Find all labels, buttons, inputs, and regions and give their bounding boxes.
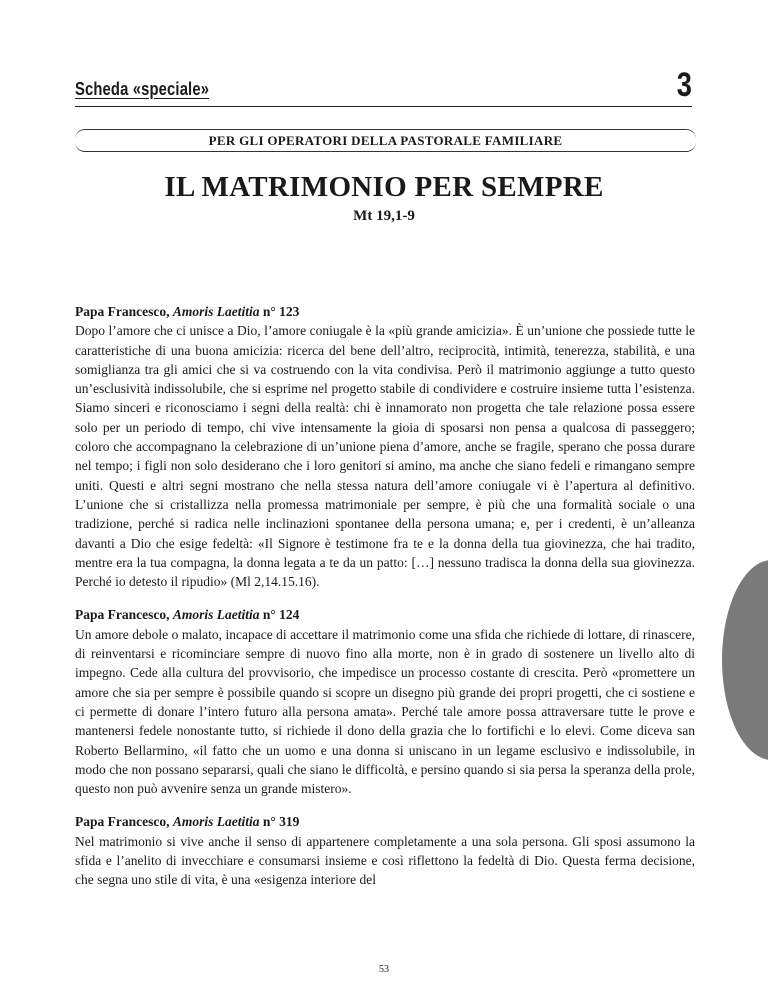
page-title: IL MATRIMONIO PER SEMPRE xyxy=(164,171,604,203)
quote-section xyxy=(75,302,695,591)
source-author: Papa Francesco, xyxy=(75,607,170,623)
source-work: Amoris Laetitia xyxy=(172,304,260,319)
source-number: n° 319 xyxy=(262,814,300,830)
quote-text: Un amore debole o malato, incapace di accettare il matrimonio come una sfida che richiede di lottare, di rinascere, di reinventarsi e ricominciare sempre di nuovo fino alla morte, non è in grado di sostenere un livello alto di impegno. Cede alla cultura del provvisorio, che impedisce un processo costante di crescita. Però «promettere un amore che sia per sempre è possibile quando si scopre un disegno più grande dei propri progetti, che ci sostiene e ci permette di donare l’intero futuro alla persona amata». Perché tale amore possa attraversare tutte le prove e mantenersi fedele nonostante tutto, si richiede il dono della grazia che lo fortifichi e lo elevi. Come diceva san Roberto Bellarmino, «il fatto che un uomo e una donna si uniscano in un legame esclusivo e indissolubile, in modo che non possano separarsi, quali che siano le difficoltà, e persino quando si sia persa la speranza della prole, questo non può avvenire senza un grande mistero». xyxy=(75,626,695,797)
audience-banner: PER GLI OPERATORI DELLA PASTORALE FAMILIARE xyxy=(75,129,696,152)
quote-source xyxy=(75,302,695,321)
main-content xyxy=(75,302,695,904)
thumb-index-tab xyxy=(722,560,768,760)
header-divider xyxy=(75,106,692,107)
scripture-reference: Mt 19,1-9 xyxy=(353,208,415,224)
page-number: 53 xyxy=(379,964,389,975)
source-work: Amoris Laetitia xyxy=(172,814,260,830)
quote-source xyxy=(75,605,695,624)
header-label: Scheda «speciale» xyxy=(75,79,210,99)
source-author: Papa Francesco, xyxy=(75,304,170,319)
source-number: n° 124 xyxy=(262,607,300,623)
quote-section xyxy=(75,812,695,889)
chapter-number: 3 xyxy=(676,66,692,104)
quote-text: Dopo l’amore che ci unisce a Dio, l’amore coniugale è la «più grande amicizia». È un’unione che possiede tutte le caratteristiche di una buona amicizia: ricerca del bene dell’altro, reciprocità, intimità, tenerezza, stabilità, e una somiglianza tra gli amici che si va costruendo con la vita condivisa. Però il matrimonio aggiunge a tutto questo un’esclusività indissolubile, che si esprime nel progetto stabile di condividere e costruire insieme tutta l’esistenza. Siamo sinceri e riconosciamo i segni della realtà: chi è innamorato non progetta che tale relazione possa essere solo per un periodo di tempo, chi vive intensamente la gioia di sposarsi non pensa a qualcosa di passeggero; coloro che accompagnano la celebrazione di un’unione piena d’amore, anche se fragile, sperano che possa durare nel tempo; i figli non solo desiderano che i loro genitori si amino, ma anche che siano fedeli e rimangano sempre uniti. Questi e altri segni mostrano che nella stessa natura dell’amore coniugale vi è l’apertura al definitivo. L’unione che si cristallizza nella promessa matrimoniale per sempre, è più che una formalità sociale o una tradizione, perché si radica nelle inclinazioni spontanee della persona umana; e, per i credenti, è un’alleanza davanti a Dio che esige fedeltà: «Il Signore è testimone fra te e la donna della tua giovinezza, che hai tradito, mentre era la tua compagna, la donna legata a te da un patto: […] nessuno tradisca la donna della sua giovinezza. Perché io detesto il ripudio» (Ml 2,14.15.16). xyxy=(75,323,695,590)
quote-section xyxy=(75,605,695,798)
quote-source xyxy=(75,812,695,831)
quote-text: Nel matrimonio si vive anche il senso di appartenere completamente a una sola persona. Gli sposi assumono la sfida e l’anelito di invecchiare e consumarsi insieme e così riflettono la fedeltà di Dio. Questa ferma decisione, che segna uno stile di vita, è una «esigenza interiore del xyxy=(75,833,695,888)
source-number: n° 123 xyxy=(262,304,300,319)
source-author: Papa Francesco, xyxy=(75,814,170,830)
source-work: Amoris Laetitia xyxy=(172,607,260,623)
